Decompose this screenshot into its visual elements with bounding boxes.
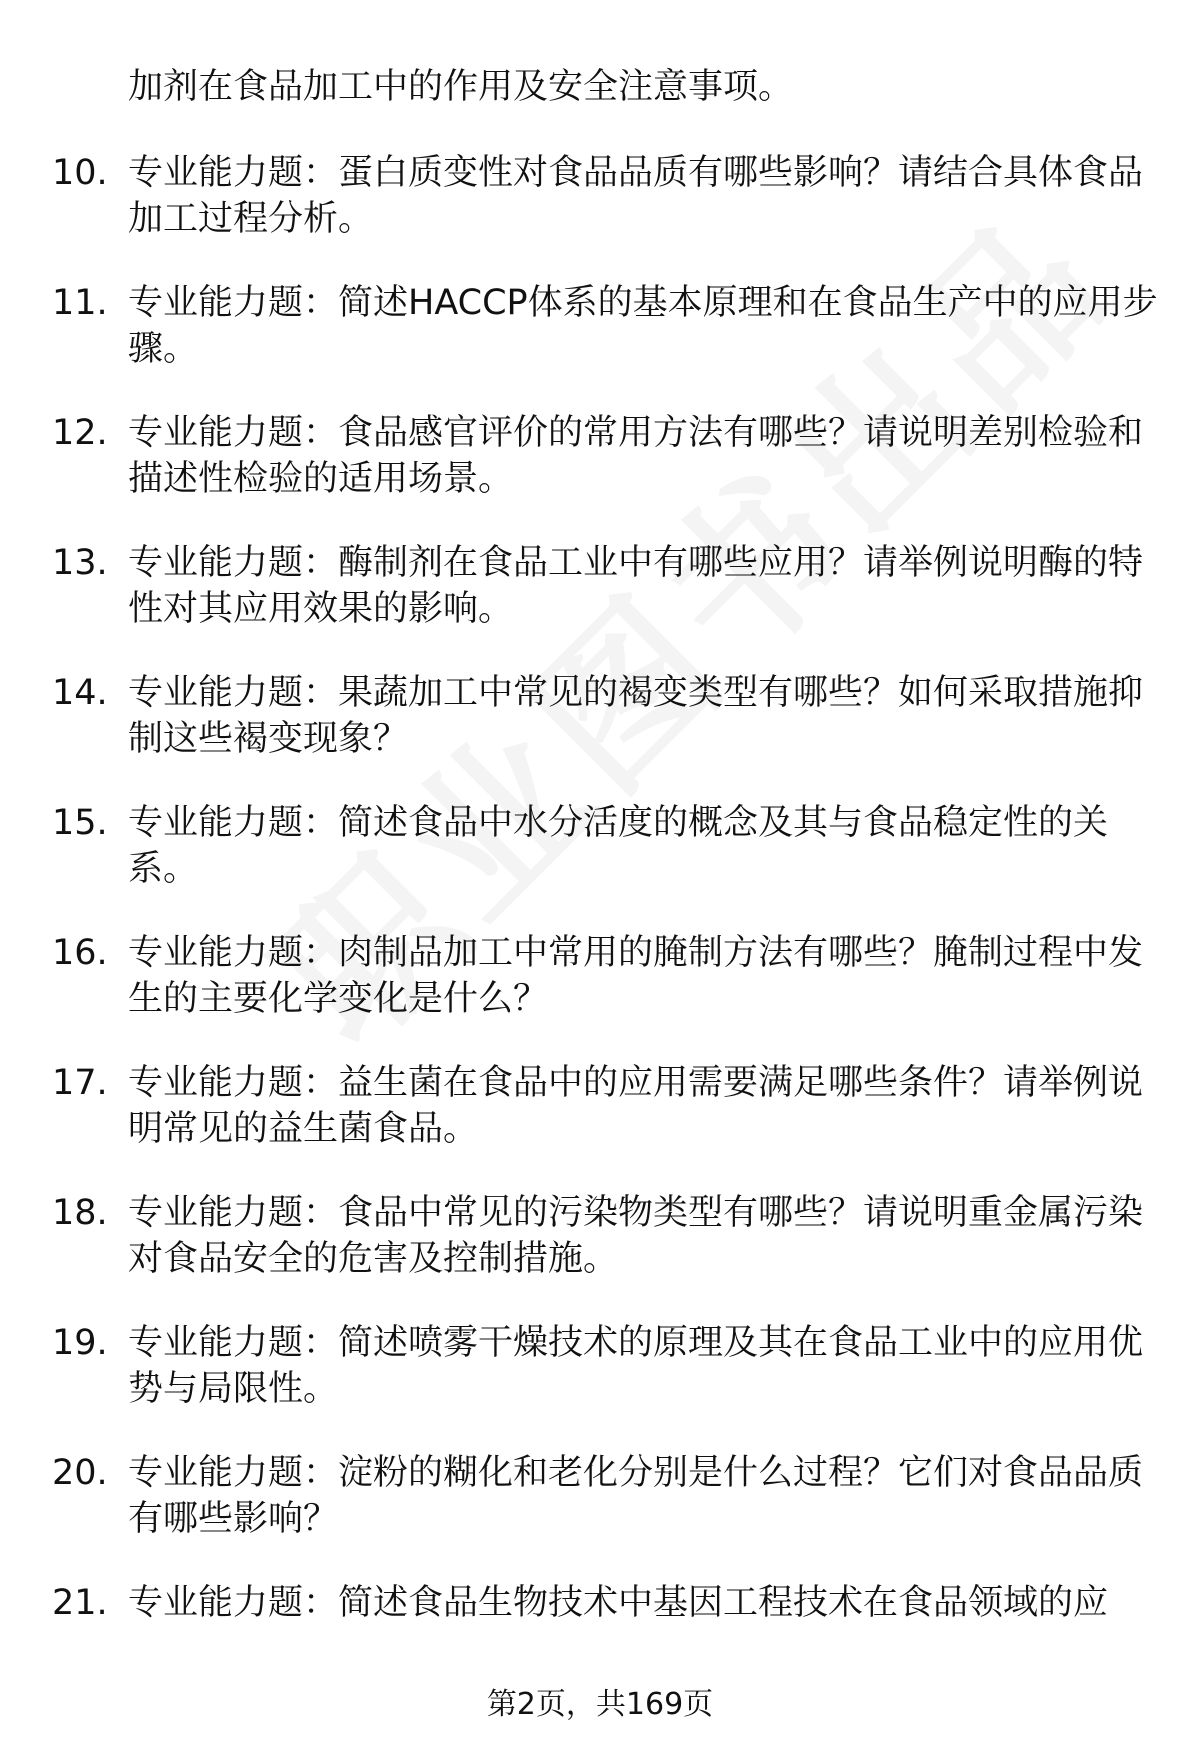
item-number: 20.	[52, 1453, 108, 1493]
item-number: 19.	[52, 1323, 108, 1363]
list-item	[0, 1568, 1200, 1698]
list-item	[0, 1048, 1200, 1178]
item-number: 14.	[52, 673, 108, 713]
item-text: 专业能力题：酶制剂在食品工业中有哪些应用？请举例说明酶的特性对其应用效果的影响。	[128, 543, 1144, 629]
list-item	[0, 788, 1200, 918]
item-text: 专业能力题：简述HACCP体系的基本原理和在食品生产中的应用步骤。	[128, 283, 1158, 369]
list-item	[0, 528, 1200, 658]
list-item	[0, 268, 1200, 398]
item-text: 专业能力题：食品感官评价的常用方法有哪些？请说明差别检验和描述性检验的适用场景。	[128, 413, 1144, 499]
list-item	[0, 1438, 1200, 1568]
list-item	[0, 398, 1200, 528]
list-item	[0, 1178, 1200, 1308]
item-number: 18.	[52, 1193, 108, 1233]
item-text: 专业能力题：简述喷雾干燥技术的原理及其在食品工业中的应用优势与局限性。	[128, 1323, 1144, 1409]
item-text: 专业能力题：果蔬加工中常见的褐变类型有哪些？如何采取措施抑制这些褐变现象？	[128, 673, 1144, 759]
page-number-footer: 第2页，共169页	[486, 1687, 714, 1722]
item-number: 12.	[52, 413, 108, 453]
item-number: 11.	[52, 283, 108, 323]
item-text: 专业能力题：简述食品中水分活度的概念及其与食品稳定性的关系。	[128, 803, 1109, 889]
item-text: 专业能力题：蛋白质变性对食品品质有哪些影响？请结合具体食品加工过程分析。	[128, 153, 1144, 239]
item-number: 15.	[52, 803, 108, 843]
item-number: 17.	[52, 1063, 108, 1103]
item-text: 专业能力题：简述食品生物技术中基因工程技术在食品领域的应	[128, 1583, 1109, 1623]
list-item	[0, 918, 1200, 1048]
item-number: 16.	[52, 933, 108, 973]
item-text: 专业能力题：肉制品加工中常用的腌制方法有哪些？腌制过程中发生的主要化学变化是什么？	[128, 933, 1144, 1019]
item-number: 13.	[52, 543, 108, 583]
list-item	[0, 138, 1200, 268]
item-text: 专业能力题：淀粉的糊化和老化分别是什么过程？它们对食品品质有哪些影响？	[128, 1453, 1144, 1539]
item-number: 10.	[52, 153, 108, 193]
list-item	[0, 658, 1200, 788]
question-list	[0, 138, 1200, 1698]
item-text: 专业能力题：食品中常见的污染物类型有哪些？请说明重金属污染对食品安全的危害及控制措施。	[128, 1193, 1144, 1279]
item-text: 专业能力题：益生菌在食品中的应用需要满足哪些条件？请举例说明常见的益生菌食品。	[128, 1063, 1144, 1149]
list-item	[0, 1308, 1200, 1438]
item-number: 21.	[52, 1583, 108, 1623]
continuation-text: 加剂在食品加工中的作用及安全注意事项。	[128, 67, 794, 107]
